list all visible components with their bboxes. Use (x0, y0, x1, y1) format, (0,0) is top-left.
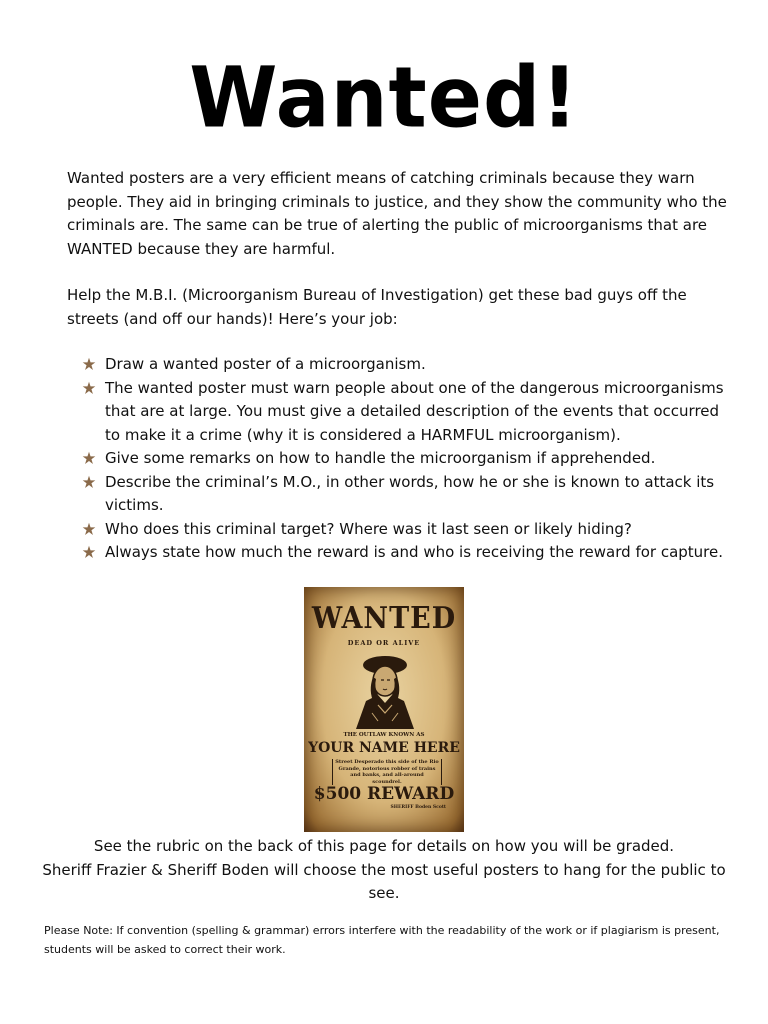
star-bullet-icon (82, 451, 96, 465)
star-bullet-icon (82, 381, 96, 395)
star-bullet-icon (82, 475, 96, 489)
star-bullet-icon (82, 545, 96, 559)
please-note: Please Note: If convention (spelling & grammar) errors interfere with the readability of the work or if plagiarism is present, students will be asked to correct their work. (44, 924, 720, 956)
list-item (82, 541, 732, 565)
poster-reward: $500 REWARD (313, 784, 455, 804)
task-text: The wanted poster must warn people about one of the dangerous microorganisms that are at large. You must give a detailed description of the events that occurred to make it a crime (why it is considered a HARMFUL microorganism). (105, 378, 724, 444)
rubric-line: See the rubric on the back of this page for details on how you will be graded. (93, 837, 675, 855)
task-text: Who does this criminal target? Where was it last seen or likely hiding? (105, 519, 632, 538)
poster-signature: SHERIFF Boden Scott (390, 805, 446, 810)
task-text: Describe the criminal’s M.O., in other words, how he or she is known to attack its victims. (105, 472, 715, 514)
list-item (82, 447, 732, 471)
job-intro-paragraph: Help the M.B.I. (Microorganism Bureau of Investigation) get these bad guys off the streets (and off our hands)! Here’s your job: (67, 286, 687, 328)
task-list (82, 353, 732, 565)
task-text: Give some remarks on how to handle the microorganism if apprehended. (105, 449, 656, 467)
poster-outlaw-label: THE OUTLAW KNOWN AS (343, 732, 425, 738)
list-item (82, 518, 732, 542)
closing-paragraph (40, 835, 728, 906)
poster-description: Street Desperado this side of the Rio Grande, notorious robber of trains and banks, and all-around scoundrel. (332, 759, 442, 785)
star-bullet-icon (82, 357, 96, 371)
sheriff-line: Sheriff Frazier & Sheriff Boden will choose the most useful posters to hang for the public to see. (42, 860, 726, 902)
poster-dead-or-alive: DEAD OR ALIVE (347, 639, 421, 647)
list-item (82, 353, 732, 377)
intro-paragraph: Wanted posters are a very efficient means of catching criminals because they warn people. They aid in bringing criminals to justice, and they show the community who the criminals are. The same can be true of alerting the public of microorganisms that are WANTED because they are harmful. (67, 169, 727, 258)
task-text: Always state how much the reward is and who is receiving the reward for capture. (105, 543, 724, 561)
list-item (82, 377, 732, 448)
page-title: Wanted! (189, 48, 579, 147)
poster-name: YOUR NAME HERE (308, 740, 460, 756)
task-text: Draw a wanted poster of a microorganism. (105, 355, 426, 373)
poster-heading: WANTED (311, 601, 457, 636)
list-item (82, 471, 732, 518)
wanted-poster-image (304, 587, 464, 832)
star-bullet-icon (82, 522, 96, 536)
outlaw-portrait-icon (348, 651, 422, 729)
